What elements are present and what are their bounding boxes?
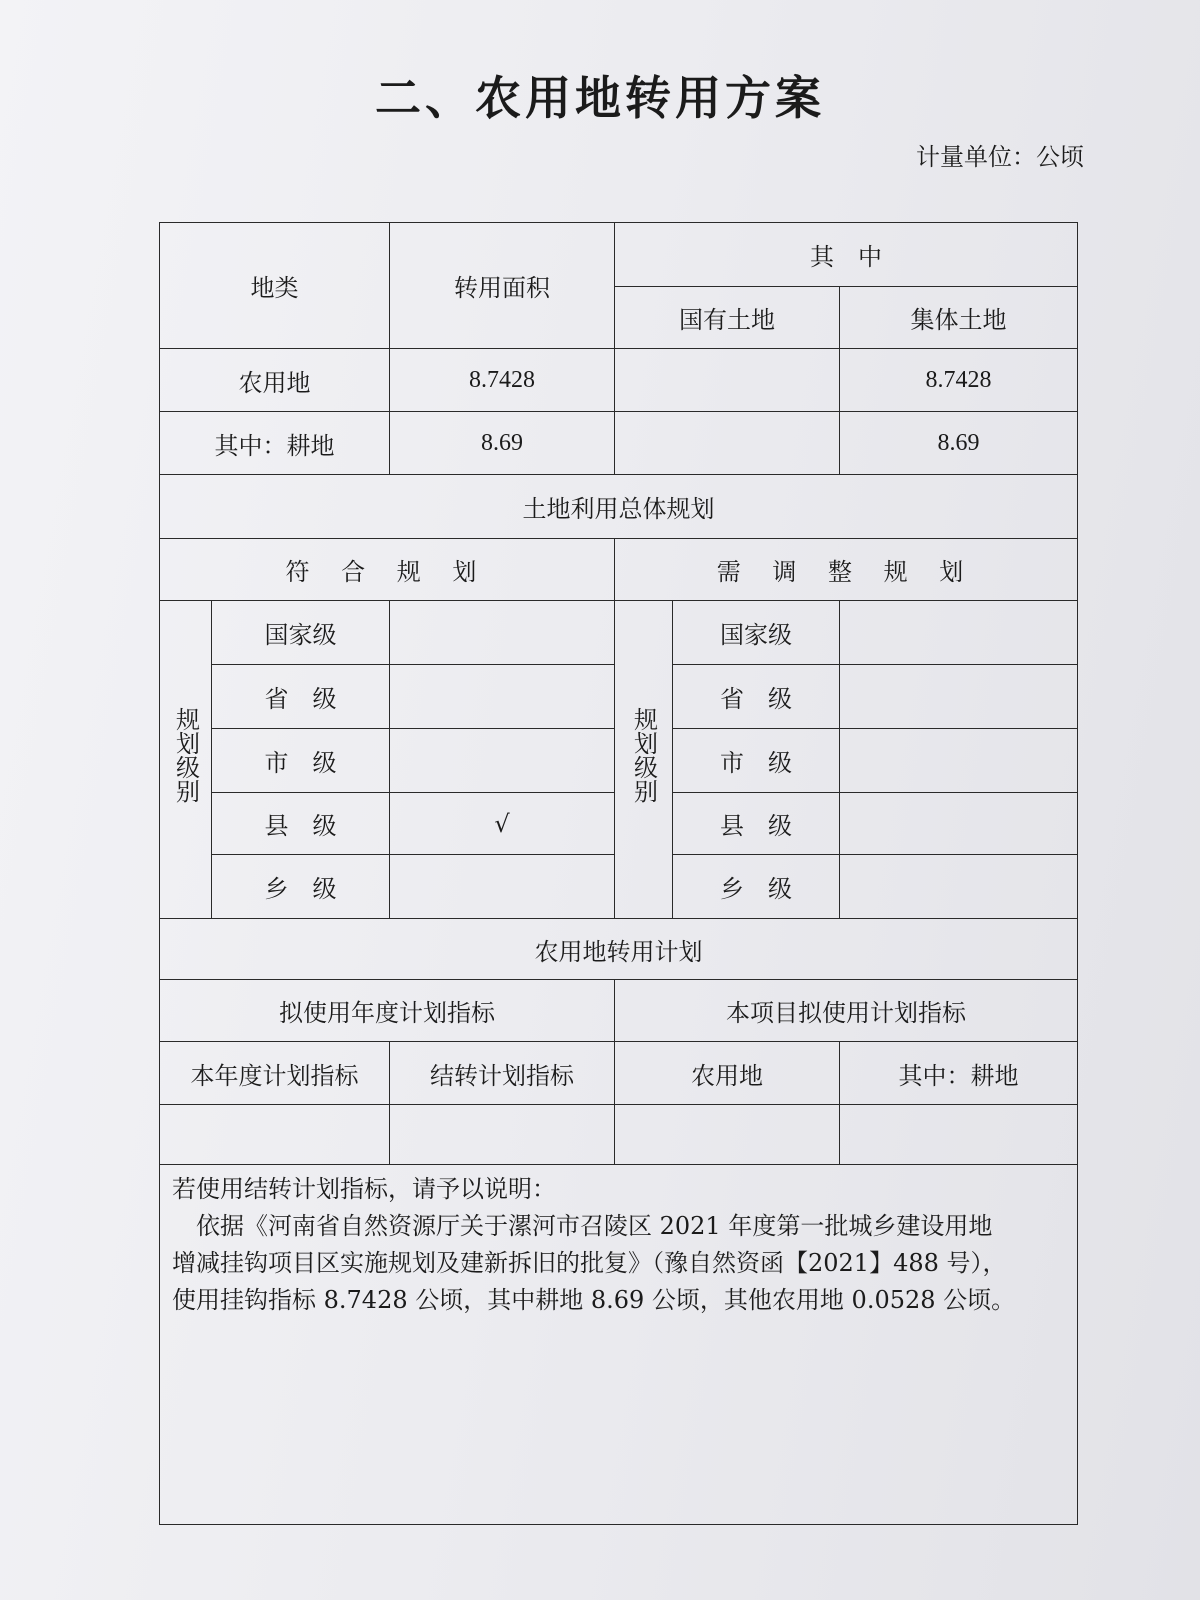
adjust-level-mark bbox=[840, 665, 1078, 729]
conform-level-mark: √ bbox=[390, 793, 615, 855]
row-farmland-label: 农用地 bbox=[160, 349, 390, 412]
note-line-3: 使用挂钩指标 8.7428 公顷，其中耕地 8.69 公顷，其他农用地 0.0528 公顷。 bbox=[172, 1286, 1016, 1314]
row-farmland-state bbox=[615, 349, 840, 412]
adjust-level-mark bbox=[840, 793, 1078, 855]
header-of-which: 其 中 bbox=[615, 223, 1078, 287]
row-farmland-area: 8.7428 bbox=[390, 349, 615, 412]
header-row-1 bbox=[160, 223, 1078, 287]
conform-level-name: 县 级 bbox=[212, 793, 390, 855]
carryover-quota-header: 结转计划指标 bbox=[390, 1042, 615, 1105]
row-cultivated-area: 8.69 bbox=[390, 412, 615, 475]
planning-subheader-row bbox=[160, 539, 1078, 601]
adjust-plan-title: 需 调 整 规 划 bbox=[615, 539, 1078, 601]
note-line-2: 增减挂钩项目区实施规划及建新拆旧的批复》（豫自然资函【2021】488 号）， bbox=[172, 1249, 1007, 1277]
conform-plan-title: 符 合 规 划 bbox=[160, 539, 615, 601]
header-area: 转用面积 bbox=[390, 223, 615, 349]
current-year-quota-header: 本年度计划指标 bbox=[160, 1042, 390, 1105]
adjust-level-mark bbox=[840, 601, 1078, 665]
conform-level-name: 乡 级 bbox=[212, 855, 390, 919]
carryover-quota-value bbox=[390, 1105, 615, 1165]
header-collective-land: 集体土地 bbox=[840, 287, 1078, 349]
plan-section-title: 农用地转用计划 bbox=[160, 919, 1078, 980]
conform-level-name: 市 级 bbox=[212, 729, 390, 793]
conform-level-mark bbox=[390, 601, 615, 665]
adjust-level-mark bbox=[840, 855, 1078, 919]
project-quota-title: 本项目拟使用计划指标 bbox=[615, 980, 1078, 1042]
farmland-quota-header: 农用地 bbox=[615, 1042, 840, 1105]
note-row bbox=[160, 1165, 1078, 1525]
conform-level-mark bbox=[390, 665, 615, 729]
row-farmland bbox=[160, 349, 1078, 412]
current-year-quota-value bbox=[160, 1105, 390, 1165]
plan-quota-row bbox=[160, 980, 1078, 1042]
adjust-level-name: 市 级 bbox=[673, 729, 840, 793]
planning-section-title: 土地利用总体规划 bbox=[160, 475, 1078, 539]
row-cultivated-collective: 8.69 bbox=[840, 412, 1078, 475]
conform-level-name: 省 级 bbox=[212, 665, 390, 729]
conform-level-name: 国家级 bbox=[212, 601, 390, 665]
note-cell bbox=[160, 1165, 1078, 1525]
note-prompt: 若使用结转计划指标，请予以说明： bbox=[172, 1175, 556, 1203]
row-cultivated-label: 其中：耕地 bbox=[160, 412, 390, 475]
note-line-1: 依据《河南省自然资源厅关于漯河市召陵区 2021 年度第一批城乡建设用地 bbox=[172, 1212, 993, 1240]
row-cultivated bbox=[160, 412, 1078, 475]
farmland-quota-value bbox=[615, 1105, 840, 1165]
row-cultivated-state bbox=[615, 412, 840, 475]
header-land-type: 地类 bbox=[160, 223, 390, 349]
adjust-level-mark bbox=[840, 729, 1078, 793]
cultivated-quota-value bbox=[840, 1105, 1078, 1165]
conform-level-category bbox=[160, 601, 212, 919]
land-conversion-table bbox=[159, 222, 1078, 1525]
cultivated-quota-header: 其中：耕地 bbox=[840, 1042, 1078, 1105]
plan-section-row bbox=[160, 919, 1078, 980]
conform-level-mark bbox=[390, 855, 615, 919]
conform-level-category-text: 规划级别 bbox=[171, 706, 200, 803]
annual-quota-title: 拟使用年度计划指标 bbox=[160, 980, 615, 1042]
adjust-level-name: 国家级 bbox=[673, 601, 840, 665]
level-row-national bbox=[160, 601, 1078, 665]
adjust-level-name: 县 级 bbox=[673, 793, 840, 855]
conform-level-mark bbox=[390, 729, 615, 793]
adjust-level-name: 乡 级 bbox=[673, 855, 840, 919]
plan-values-row bbox=[160, 1105, 1078, 1165]
unit-label: 计量单位：公顷 bbox=[916, 143, 1084, 171]
adjust-level-name: 省 级 bbox=[673, 665, 840, 729]
header-state-land: 国有土地 bbox=[615, 287, 840, 349]
planning-section-row bbox=[160, 475, 1078, 539]
adjust-level-category bbox=[615, 601, 673, 919]
row-farmland-collective: 8.7428 bbox=[840, 349, 1078, 412]
adjust-level-category-text: 规划级别 bbox=[629, 706, 658, 803]
page-title: 二、农用地转用方案 bbox=[375, 71, 825, 125]
plan-subheader-row bbox=[160, 1042, 1078, 1105]
